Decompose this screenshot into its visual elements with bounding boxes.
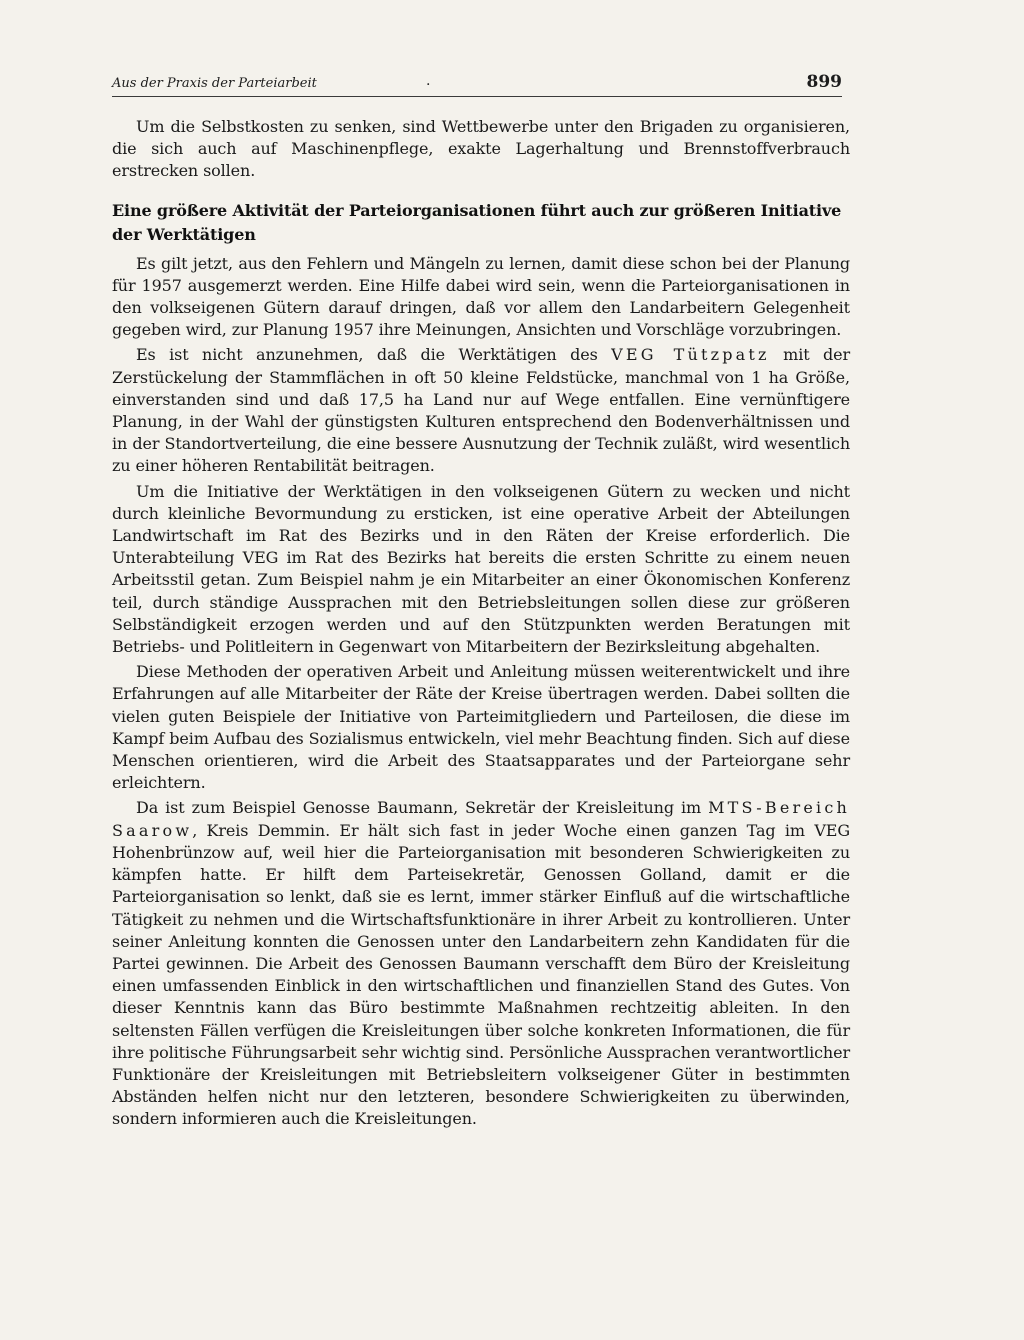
header-rule <box>112 96 842 97</box>
paragraph-2: Es gilt jetzt, aus den Fehlern und Mängeln zu lernen, damit diese schon bei der Planung für 1957 ausgemerzt werden. Eine Hilfe dabei wird sein, wenn die Parteiorganisationen in den volkseigenen Gütern darauf dringen, daß vor allem den Landarbeitern Gelegenheit gegeben wird, zur Planung 1957 ihre Meinungen, Ansichten und Vorschläge vorzubringen. <box>112 253 850 340</box>
emphasis-veg-tuetzpatz: VEG Tützpatz <box>611 345 770 365</box>
header-separator: . <box>426 73 431 89</box>
paragraph-6 <box>112 797 850 1130</box>
paragraph-3 <box>112 344 850 477</box>
section-heading: Eine größere Aktivität der Parteiorganisationen führt auch zur größeren Initiative der Werktätigen <box>112 200 842 244</box>
paragraph-3-text-start: Es ist nicht anzunehmen, daß die Werktätigen des <box>136 345 612 365</box>
paragraph-3-text-end: mit der Zerstückelung der Stammflächen in oft 50 kleine Feldstücke, manchmal von 1 ha Größe, einverstanden sind und daß 17,5 ha Land nur auf Wege entfallen. Eine vernünftigere Planung, in der Wahl der günstigsten Kulturen entsprechend den Bodenverhältnissen und in der Standortverteilung, die eine bessere Ausnutzung der Technik zuläßt, wird wesentlich zu einer höheren Rentabilität beitragen. <box>112 345 851 476</box>
paragraph-4: Um die Initiative der Werktätigen in den volkseigenen Gütern zu wecken und nicht durch kleinliche Bevormundung zu ersticken, ist eine operative Arbeit der Abteilungen Landwirtschaft im Rat des Bezirks und in den Räten der Kreise erforderlich. Die Unterabteilung VEG im Rat des Bezirks hat bereits die ersten Schritte zu einem neuen Arbeitsstil getan. Zum Beispiel nahm je ein Mitarbeiter an einer Ökonomischen Konferenz teil, durch ständige Aussprachen mit den Betriebsleitungen sollen diese zur größeren Selbständigkeit erzogen werden und auf den Stützpunkten werden Beratungen mit Betriebs- und Politleitern in Gegenwart von Mitarbeitern der Bezirksleitung abgehalten. <box>112 481 850 657</box>
paragraph-6-text-start: Da ist zum Beispiel Genosse Baumann, Sekretär der Kreisleitung im <box>136 798 709 818</box>
body-text <box>112 116 850 1131</box>
running-title: Aus der Praxis der Parteiarbeit <box>112 76 317 91</box>
running-header <box>112 72 842 94</box>
paragraph-5: Diese Methoden der operativen Arbeit und Anleitung müssen weiterentwickelt und ihre Erfahrungen auf alle Mitarbeiter der Räte der Kreise übertragen werden. Dabei sollten die vielen guten Beispiele der Initiative von Parteimitgliedern und Parteilosen, die diese im Kampf beim Aufbau des Sozialismus entwickeln, viel mehr Beachtung finden. Sich auf diese Menschen orientieren, wird die Arbeit des Staatsapparates und der Parteiorgane sehr erleichtern. <box>112 662 850 793</box>
emphasis-mts-bereich-saarow: MTS-Bereich Saarow <box>112 798 850 840</box>
paragraph-6-text-end: , Kreis Demmin. Er hält sich fast in jeder Woche einen ganzen Tag im VEG Hohenbrünzow auf, weil hier die Parteiorganisation mit besonderen Schwierigkeiten zu kämpfen hatte. Er hilft dem Parteisekretär, Genossen Golland, damit er die Parteiorganisation so lenkt, daß sie es lernt, immer stärker Einfluß auf die wirtschaftliche Tätigkeit zu nehmen und die Wirtschaftsfunktionäre in ihrer Arbeit zu kontrollieren. Unter seiner Anleitung konnten die Genossen unter den Landarbeitern zehn Kandidaten für die Partei gewinnen. Die Arbeit des Genossen Baumann verschafft dem Büro der Kreisleitung einen umfassenden Einblick in den wirtschaftlichen und finanziellen Stand des Gutes. Von dieser Kenntnis kann das Büro bestimmte Maßnahmen rechtzeitig ableiten. In den seltensten Fällen verfügen die Kreisleitungen über solche konkreten Informationen, die für ihre politische Führungsarbeit sehr wichtig sind. Persönliche Aussprachen verantwortlicher Funktionäre der Kreisleitungen mit Betriebsleitern volkseigener Güter in bestimmten Abständen helfen nicht nur den letzteren, besondere Schwierigkeiten zu überwinden, sondern informieren auch die Kreisleitungen. <box>112 820 850 1129</box>
paragraph-1: Um die Selbstkosten zu senken, sind Wettbewerbe unter den Brigaden zu organisieren, die sich auch auf Maschinenpflege, exakte Lagerhaltung und Brennstoffverbrauch erstrecken sollen. <box>112 117 850 181</box>
page-number: 899 <box>806 72 842 92</box>
